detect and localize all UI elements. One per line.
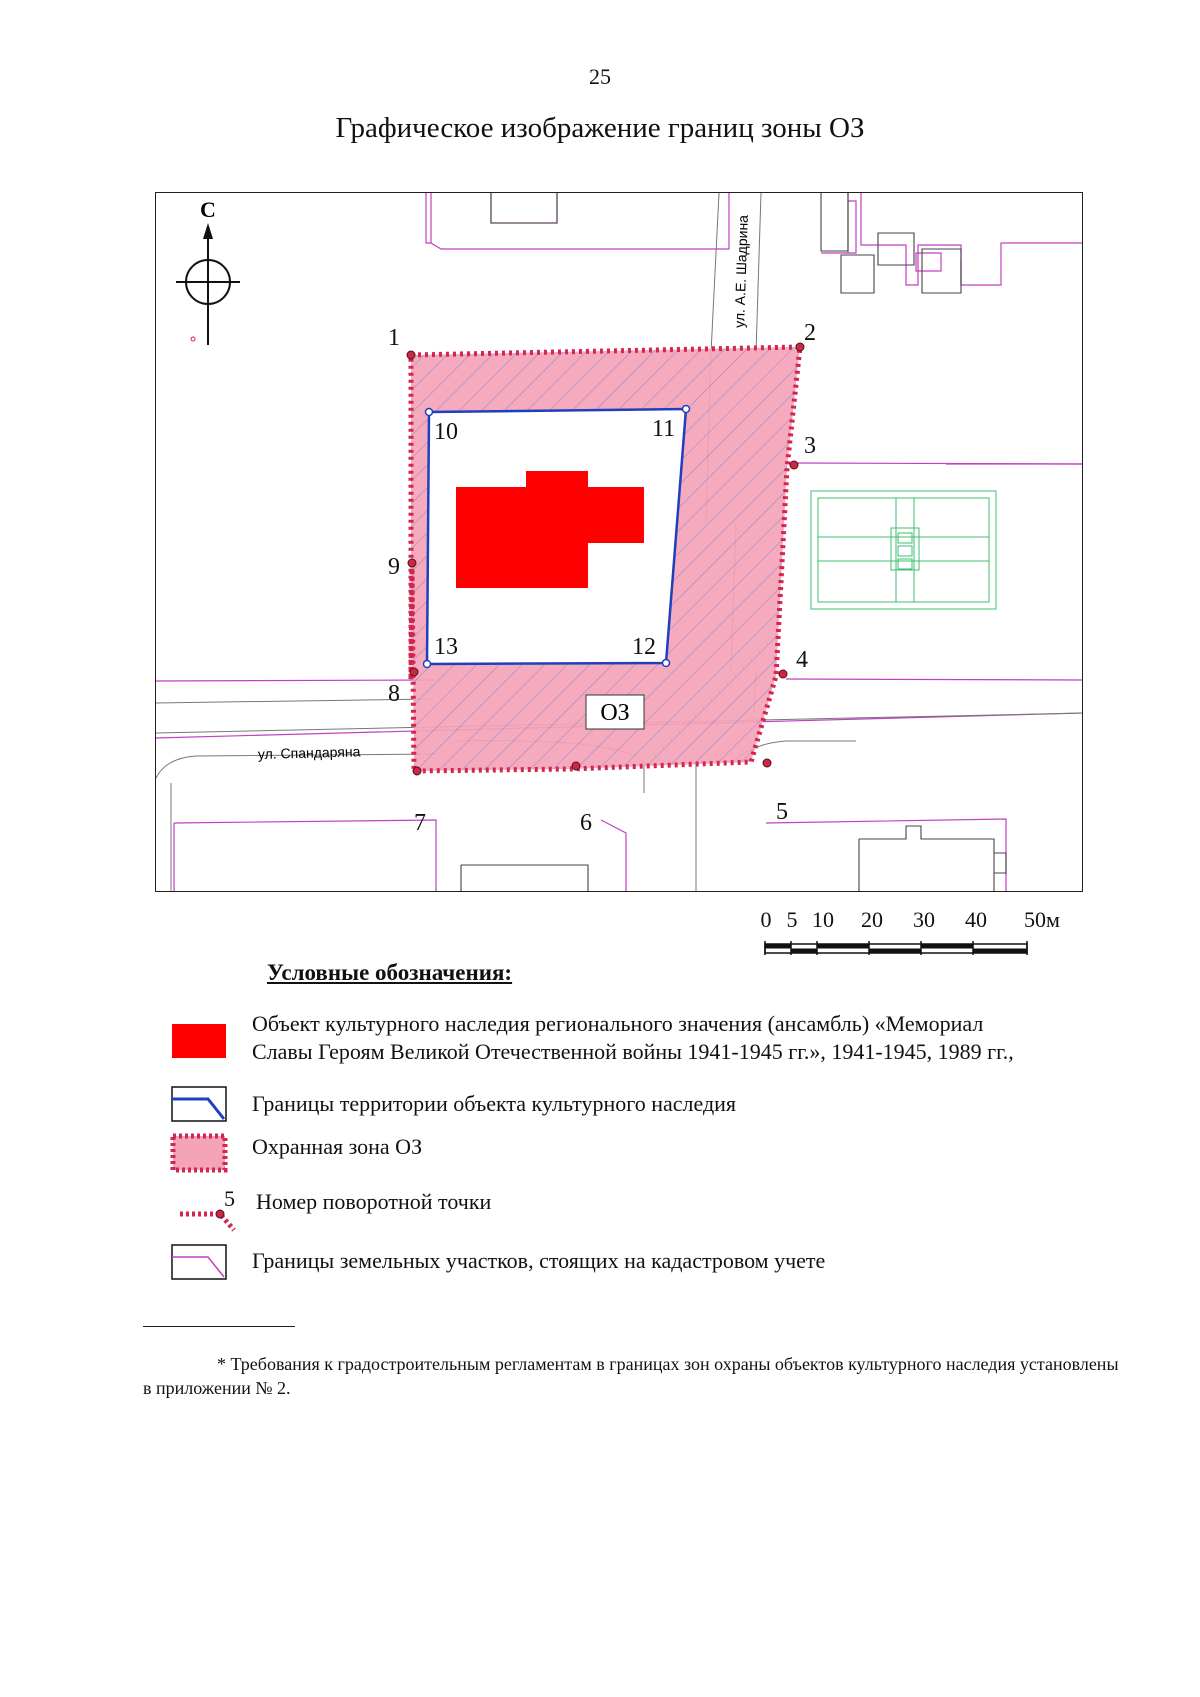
legend-text-turning-point: Номер поворотной точки: [256, 1189, 492, 1214]
street-label-west: ул. Спандаряна: [257, 743, 361, 762]
north-label: С: [200, 197, 216, 222]
point-label-7: 7: [414, 810, 426, 836]
point-label-6: 6: [580, 810, 592, 836]
scale-bar: [764, 941, 1036, 957]
scale-label-30: 30: [913, 907, 935, 932]
point-label-4: 4: [796, 647, 808, 673]
legend-item-cadastral-boundary: [170, 1243, 1110, 1283]
legend-text-line-1: Объект культурного наследия регионального значения (ансамбль) «Мемориал: [252, 1011, 984, 1036]
protection-zone-swatch-icon: [170, 1133, 230, 1173]
point-label-3: 3: [804, 433, 816, 459]
scale-labels: [0, 907, 1200, 937]
territory-boundary-swatch-icon: [170, 1085, 230, 1125]
point-label-12: 12: [632, 634, 656, 660]
turning-point-symbol-label: 5: [224, 1186, 235, 1211]
point-label-2: 2: [804, 320, 816, 346]
scale-label-10: 10: [812, 907, 834, 932]
legend-text-heritage-object: [252, 1010, 1014, 1066]
point-label-9: 9: [388, 554, 400, 580]
landscape-feature: [811, 491, 996, 609]
legend-text-line-2: Славы Героям Великой Отечественной войны 1941-1945 гг.», 1941-1945, 1989 гг.,: [252, 1039, 1014, 1064]
point-label-1: 1: [388, 325, 400, 351]
heritage-object-swatch-icon: [170, 1022, 230, 1062]
scale-label-50: 50м: [1024, 907, 1060, 932]
footnote-rule: [143, 1326, 295, 1327]
legend-heading: Условные обозначения:: [267, 960, 513, 985]
legend-item-protection-zone: [170, 1133, 1110, 1173]
point-label-13: 13: [434, 634, 458, 660]
turning-point-symbol-icon: [178, 1186, 250, 1232]
legend-text-territory-boundary: Границы территории объекта культурного наследия: [252, 1091, 737, 1116]
point-label-11: 11: [652, 416, 676, 442]
scale-label-0: 0: [760, 907, 772, 932]
legend-item-turning-point: [170, 1186, 1110, 1232]
north-arrow-icon: [176, 223, 240, 345]
map-canvas: [156, 193, 1083, 892]
zone-label: ОЗ: [600, 700, 630, 726]
page-number: 25: [589, 64, 611, 89]
scale-label-40: 40: [965, 907, 987, 932]
point-label-10: 10: [434, 419, 458, 445]
footnote: * Требования к градостроительным регламентам в границах зон охраны объектов культурного наследия установлены в приложении № 2.: [143, 1354, 1119, 1398]
scale-label-5: 5: [786, 907, 798, 932]
street-label-north: ул. А.Е. Шадрина: [731, 214, 751, 329]
legend-text-cadastral-boundary: Границы земельных участков, стоящих на кадастровом учете: [252, 1248, 826, 1273]
page-title: Графическое изображение границ зоны ОЗ: [335, 112, 865, 144]
point-label-5: 5: [776, 799, 788, 825]
legend-item-territory-boundary: [170, 1085, 1110, 1125]
scale-label-20: 20: [861, 907, 883, 932]
map-frame: [155, 192, 1083, 892]
legend-text-protection-zone: Охранная зона ОЗ: [252, 1134, 423, 1159]
cadastral-boundary-swatch-icon: [170, 1243, 230, 1283]
legend-item-heritage-object: [170, 1010, 1110, 1070]
point-label-8: 8: [388, 681, 400, 707]
